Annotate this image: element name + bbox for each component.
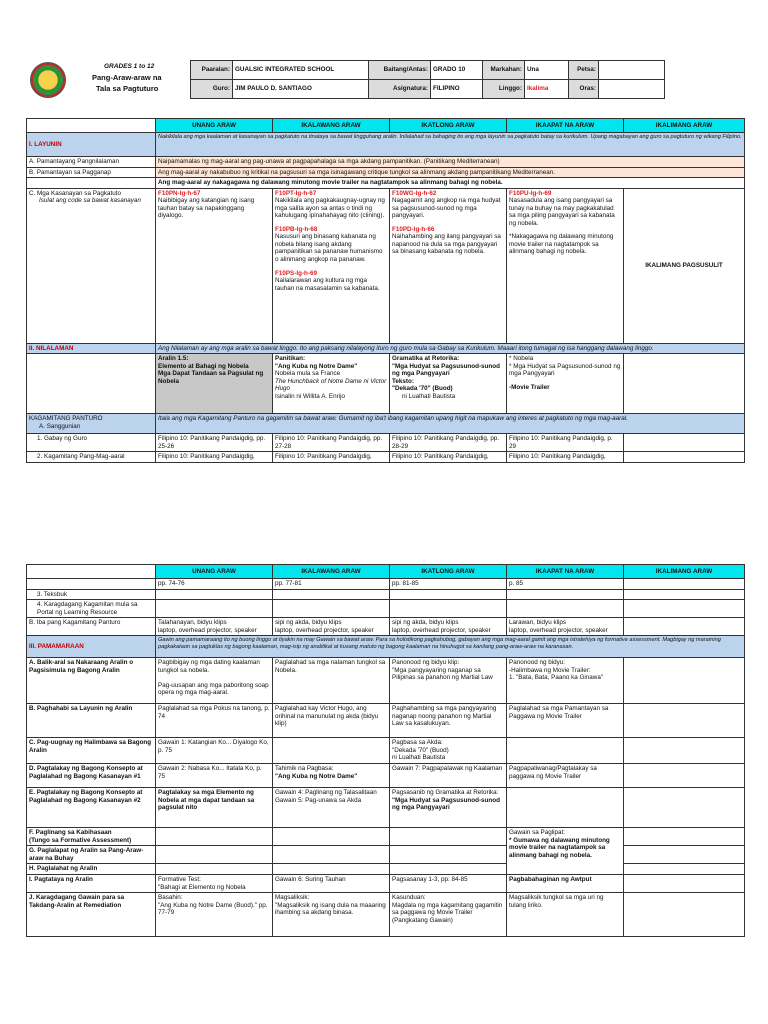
pag-uugnay-day2 bbox=[273, 738, 390, 764]
pamantayan-pagganap-value: Ang mag-aaral ay nakabubuo ng kritikal na pagsusuri sa mga isinagawang critique tungkol sa alinmang akdang pampanitikang Mediterranean. bbox=[156, 167, 745, 178]
pages-day2: pp. 77-81 bbox=[273, 579, 390, 590]
grades-label: GRADES 1 to 12 bbox=[104, 63, 155, 70]
kasanayan-day3-text-b: Naihahambing ang ilang pangyayari sa napanood na dula sa mga pangyayari sa binasang kabanata ng nobela. bbox=[392, 233, 501, 256]
day-header-4: IKAAPAT NA ARAW bbox=[507, 119, 624, 133]
code-day2-b: F10PB-Ig-h-68 bbox=[275, 225, 318, 233]
kagamitan-day1: Talahanayan, bidyu klips laptop, overhead projector, speaker bbox=[156, 618, 273, 636]
pagtataya-day2: Gawain 6: Suring Tauhan bbox=[273, 875, 390, 893]
nilalaman-day2-e: Isinalin ni Willita A. Enrijo bbox=[275, 392, 345, 400]
nilalaman-day2-b: "Ang Kuba ng Notre Dame" bbox=[275, 362, 358, 370]
kasanayan-day1-text: Naibibigay ang katangian ng isang tauhan batay sa napakinggang diyalogo. bbox=[158, 197, 255, 220]
markahan-label: Markahan: bbox=[483, 61, 525, 80]
corner-cell bbox=[27, 119, 156, 133]
paglinang-day2 bbox=[273, 828, 390, 846]
markahan-value: Una bbox=[525, 61, 569, 80]
paghahabi-day3: Paghahambing sa mga pangyayaring naganap noong panahon ng Martial Law sa kasalukuyan. bbox=[390, 704, 507, 738]
gabay-day3: Filipino 10: Panitikang Pandaigdig, pp. 28-29 bbox=[390, 434, 507, 452]
kagamitang-magaaral-label: 2. Kagamitang Pang-Mag-aaral bbox=[27, 452, 156, 463]
paglinang-day4-a: Gawain sa Paglipat: bbox=[509, 829, 566, 837]
kasanayan-day4-text-b: *Nakagagawa ng dalawang minutong movie trailer na nagtatampok sa alinmang bahagi ng nobela. bbox=[509, 233, 614, 256]
gabay-day2: Filipino 10: Panitikang Pandaigdig, pp. 27-28 bbox=[273, 434, 390, 452]
pagtataya-day4: Pagbabahaginan ng Awtput bbox=[507, 875, 624, 893]
lr-day3 bbox=[390, 600, 507, 618]
header-table bbox=[190, 60, 665, 99]
paglalapat-label: G. Paglalapat ng Aralin sa Pang-Araw-araw na Buhay bbox=[27, 846, 156, 864]
kasanayan-label-cell bbox=[27, 188, 156, 343]
lr-day2 bbox=[273, 600, 390, 618]
pages-day1: pp. 74-76 bbox=[156, 579, 273, 590]
day-header-4-p2: IKAAPAT NA ARAW bbox=[507, 565, 624, 579]
lesson-table-page2 bbox=[26, 564, 745, 937]
kasanayan-label: C. Mga Kasanayan sa Pagkatuto bbox=[29, 189, 122, 197]
nilalaman-day4 bbox=[507, 354, 624, 414]
kag-day3: Filipino 10: Panitikang Pandaigdig, bbox=[390, 452, 507, 463]
kagamitan-day2: sipi ng akda, bidyu klips laptop, overhead projector, speaker bbox=[273, 618, 390, 636]
teksbuk-label: 3. Teksbuk bbox=[27, 589, 156, 600]
day-header-5-p2: IKALIMANG ARAW bbox=[624, 565, 745, 579]
nilalaman-day3 bbox=[390, 354, 507, 414]
pagtalakay-1-day2-b: "Ang Kuba ng Notre Dame" bbox=[275, 772, 358, 780]
day-header-2: IKALAWANG ARAW bbox=[273, 119, 390, 133]
paglalapat-day1 bbox=[156, 846, 273, 864]
teksbuk-day2 bbox=[273, 589, 390, 600]
code-day4: F10PU-Ig-h-69 bbox=[509, 189, 552, 197]
paaralan-value: GUALSIC INTEGRATED SCHOOL bbox=[233, 61, 369, 80]
takdang-aralin-label: J. Karagdagang Gawain para sa Takdang-Aralin at Remediation bbox=[27, 893, 156, 937]
gabay-guro-label: 1. Gabay ng Guro bbox=[27, 434, 156, 452]
day-header-5: IKALIMANG ARAW bbox=[624, 119, 745, 133]
pag-uugnay-day5 bbox=[624, 738, 745, 764]
nilalaman-day5 bbox=[624, 354, 745, 414]
pagtataya-day3: Pagsasanay 1-3, pp. 84-85 bbox=[390, 875, 507, 893]
paglinang-day4-b: * Gumawa ng dalawang minutong movie trailer na nagtatampok sa alinmang bahagi ng nobela. bbox=[509, 836, 610, 859]
kag-day5 bbox=[624, 452, 745, 463]
pagtalakay-2-day5 bbox=[624, 788, 745, 828]
corner-cell-2 bbox=[27, 565, 156, 579]
pag-uugnay-day1: Gawain 1: Katangian Ko... Diyalogo Ko, p. 75 bbox=[156, 738, 273, 764]
pagtalakay-2-day1: Pagtalakay sa mga Elemento ng Nobela at mga dapat tandaan sa pagsulat nito bbox=[156, 788, 273, 828]
paghahabi-day2: Paglalahad kay Victor Hugo, ang orihinal na manunulat ng akda (bidyu klip) bbox=[273, 704, 390, 738]
paghahabi-day4: Paglalahad sa mga Pamantayan sa Paggawa ng Movie Trailer bbox=[507, 704, 624, 738]
kasanayan-day2-text-b: Nasusuri ang binasang kabanata ng nobela bilang isang akdang pampanitikan sa pananaw humanismo o alinmang angkop na pananaw. bbox=[275, 233, 383, 264]
balik-aral-day1: Pagbibigay ng mga dating kaalaman tungkol sa nobela. Pag-uusapan ang mga paboritong soap opera ng mga mag-aaral. bbox=[156, 658, 273, 704]
pages-day5 bbox=[624, 579, 745, 590]
paglalahat-day1 bbox=[156, 864, 273, 875]
nilalaman-description: Ang Nilalaman ay ang mga aralin sa bawat linggo. Ito ang paksang nilalayong ituro ng guro mula sa Gabay sa Kurikulum. Maaari itong tumagal ng isa hanggang dalawang linggo. bbox=[156, 343, 745, 354]
nilalaman-day1: Aralin 1.5: Elemento at Bahagi ng Nobela Mga Dapat Tandaan sa Pagsulat ng Nobela bbox=[156, 354, 273, 414]
day-header-3-p2: IKATLONG ARAW bbox=[390, 565, 507, 579]
code-day3-a: F10WG-Ig-h-62 bbox=[392, 189, 437, 197]
balik-aral-day3: Panonood ng bidyu klip: "Mga pangyayaring naganap sa Pilipinas sa panahon ng Martial Law bbox=[390, 658, 507, 704]
pagtalakay-1-day1: Gawain 2: Nabasa Ko... Itatala Ko, p. 75 bbox=[156, 764, 273, 788]
paghahabi-label: B. Paghahabi sa Layunin ng Aralin bbox=[27, 704, 156, 738]
pagtalakay-1-label: D. Pagtalakay ng Bagong Konsepto at Paglalahad ng Bagong Kasanayan #1 bbox=[27, 764, 156, 788]
lesson-table-page1 bbox=[26, 118, 745, 463]
nilalaman-day3-a: Gramatika at Retorika: bbox=[392, 355, 460, 363]
kasanayan-day2 bbox=[273, 188, 390, 343]
paglinang-day4 bbox=[507, 828, 624, 875]
nilalaman-day4-a: * Nobela bbox=[509, 355, 534, 363]
kasanayan-day3 bbox=[390, 188, 507, 343]
day-header-1: UNANG ARAW bbox=[156, 119, 273, 133]
takdang-aralin-day4: Magsaliksik tungkol sa mga uri ng tulang liriko. bbox=[507, 893, 624, 937]
iba-pang-kagamitan-label: B. Iba pang Kagamitang Panturo bbox=[27, 618, 156, 636]
nilalaman-day3-d: "Dekada '70" (Buod) bbox=[392, 385, 453, 393]
kasanayan-day2-text-a: Nakikilala ang pagkakaugnay-ugnay ng mga salita ayon sa antas o tindi ng kahulugang ipinahahayag nito (clining). bbox=[275, 197, 385, 220]
kagamitan-label: KAGAMITANG PANTURO bbox=[29, 415, 103, 423]
section-nilalaman: II. NILALAMAN bbox=[27, 343, 156, 354]
layunin-description: Nakikilala ang mga kaalaman at kasanayan sa pagkatuto na tinataya sa bawat lingguhang aralin. Inilalahad sa bahaging ito ang mga layunin sa pagkatuto batay sa kurikulum. Upang magabayan ang guro sa pagtuturo ng wikang Filipino. bbox=[156, 133, 745, 157]
kagamitan-label-cell bbox=[27, 414, 156, 434]
kag-day2: Filipino 10: Panitikang Pandaigdig, bbox=[273, 452, 390, 463]
kasanayan-spacer bbox=[27, 178, 156, 189]
takdang-aralin-day2: Magsaliksik: "Magsaliksik ng isang dula na maaaring ihambing sa akdang binasa. bbox=[273, 893, 390, 937]
lr-day5 bbox=[624, 600, 745, 618]
pamantayang-pangnilalaman-label: A. Pamantayang Pangnilalaman bbox=[27, 157, 156, 168]
teksbuk-day5 bbox=[624, 589, 745, 600]
kasanayan-day3-text-a: Nagagamit ang angkop na mga hudyat sa pagsusunod-sunod ng mga pangyayari. bbox=[392, 197, 501, 220]
pagtalakay-2-day3 bbox=[390, 788, 507, 828]
baitang-label: Baitang/Antas: bbox=[369, 61, 431, 80]
pagtalakay-2-day2: Gawain 4: Paglinang ng Talasalitaan Gawain 5: Pag-unawa sa Akda bbox=[273, 788, 390, 828]
day-header-2-p2: IKALAWANG ARAW bbox=[273, 565, 390, 579]
paglalahat-day3 bbox=[390, 864, 507, 875]
linggo-value: Ikalima bbox=[525, 80, 569, 99]
pag-uugnay-day3: Pagbasa sa Akda: "Dekada '70" (Buod) ni Lualhati Bautista bbox=[390, 738, 507, 764]
pag-uugnay-day4 bbox=[507, 738, 624, 764]
pages-day3: pp. 81-85 bbox=[390, 579, 507, 590]
pag-uugnay-label: C. Pag-uugnay ng Halimbawa sa Bagong Aralin bbox=[27, 738, 156, 764]
pages-day4: p. 85 bbox=[507, 579, 624, 590]
oras-label: Oras: bbox=[569, 80, 599, 99]
code-day1: F10PN-Ig-h-67 bbox=[158, 189, 201, 197]
kasanayan-day2-text-c: Nailalarawan ang kultura ng mga tauhan na masasalamin sa kabanata. bbox=[275, 277, 380, 292]
paglinang-day5 bbox=[624, 828, 745, 846]
pamamaraan-description: Gawin ang pamamaraang ito ng buong linggo at tiyakin na may Gawain sa bawat araw. Para sa holistikong pagkahubog, gabayan ang mga mag-aaral gamit ang mga istratehiya ng formative assessment. Magbigay ng maraming pagkakataon sa pagtuklas ng bagong kaalaman, mag-isip ng analitikal at kusang matuto ng bagong kaalaman na hinuhugot sa kanilang pang-araw-araw na karanasan. bbox=[156, 636, 745, 658]
teksbuk-day1 bbox=[156, 589, 273, 600]
paglalapat-day3 bbox=[390, 846, 507, 864]
paglalapat-day2 bbox=[273, 846, 390, 864]
kagamitan-day3: sipi ng akda, bidyu klips laptop, overhead projector, speaker bbox=[390, 618, 507, 636]
asignatura-label: Asignatura: bbox=[369, 80, 431, 99]
pages-spacer bbox=[27, 579, 156, 590]
balik-aral-day4: Panonood ng bidyu: -Halimbawa ng Movie Trailer: 1. "Bata, Bata, Paano ka Ginawa" bbox=[507, 658, 624, 704]
balik-aral-day5 bbox=[624, 658, 745, 704]
kasanayan-day4-text-a: Nasasadula ang isang pangyayari sa tunay na buhay na may pagkakatulad sa mga piling pangyayari sa kabanata ng nobela. bbox=[509, 197, 615, 227]
paghahabi-day5 bbox=[624, 704, 745, 738]
kagamitan-day5 bbox=[624, 618, 745, 636]
balik-aral-day2: Paglalahad sa mga nalaman tungkol sa Nobela. bbox=[273, 658, 390, 704]
paaralan-label: Paaralan: bbox=[191, 61, 233, 80]
teksbuk-day4 bbox=[507, 589, 624, 600]
lr-portal-label: 4. Karagdagang Kagamitan mula sa Portal ng Learning Resource bbox=[27, 600, 156, 618]
paglalahat-label: H. Paglalahat ng Aralin bbox=[27, 864, 156, 875]
kasanayan-day1 bbox=[156, 188, 273, 343]
takdang-aralin-day5 bbox=[624, 893, 745, 937]
nilalaman-day3-e: ni Lualhati Bautista bbox=[402, 392, 456, 400]
doc-title-line2: Tala sa Pagtuturo bbox=[96, 84, 159, 93]
oras-value bbox=[599, 80, 665, 99]
pagtalakay-1-day3: Gawain 7: Pagpapalawak ng Kaalaman bbox=[390, 764, 507, 788]
doc-title-line1: Pang-Araw-araw na bbox=[92, 73, 162, 82]
balik-aral-label: A. Balik-aral sa Nakaraang Aralin o Pagsisimula ng Bagong Aralin bbox=[27, 658, 156, 704]
paglinang-day1 bbox=[156, 828, 273, 846]
paglalahat-day2 bbox=[273, 864, 390, 875]
nilalaman-spacer bbox=[27, 354, 156, 414]
pagtataya-label: I. Pagtataya ng Aralin bbox=[27, 875, 156, 893]
nilalaman-day4-b: * Mga Hudyat sa Pagsusunod-sunod ng mga Pangyayari bbox=[509, 362, 621, 378]
day-header-1-p2: UNANG ARAW bbox=[156, 565, 273, 579]
pagtalakay-2-label: E. Pagtalakay ng Bagong Konsepto at Paglalahad ng Bagong Kasanayan #2 bbox=[27, 788, 156, 828]
guro-label: Guro: bbox=[191, 80, 233, 99]
pagtalakay-2-day4 bbox=[507, 788, 624, 828]
kagamitan-description: Itala ang mga Kagamitang Panturo na gagamitin sa bawat araw. Gumamit ng iba't ibang kagamitan upang higit na mapukaw ang interes at pagkatuto ng mga mag-aaral. bbox=[156, 414, 745, 434]
kagamitan-day4: Larawan, bidyu klips laptop, overhead projector, speaker bbox=[507, 618, 624, 636]
pagtalakay-1-day2 bbox=[273, 764, 390, 788]
nilalaman-day2-d: The Hunchback of Notre Dame ni Victor Hugo bbox=[275, 377, 387, 393]
nilalaman-day2 bbox=[273, 354, 390, 414]
guro-value: JIM PAULO D. SANTIAGO bbox=[233, 80, 369, 99]
pagtalakay-1-day2-a: Tahimik na Pagbasa: bbox=[275, 765, 334, 773]
petsa-label: Petsa: bbox=[569, 61, 599, 80]
gabay-day4: Filipino 10: Panitikang Pandaigdig, p. 29 bbox=[507, 434, 624, 452]
pagtalakay-1-day5 bbox=[624, 764, 745, 788]
ikalimang-pagsusulit: IKALIMANG PAGSUSULIT bbox=[624, 188, 745, 343]
kasanayan-day4 bbox=[507, 188, 624, 343]
paglalapat-day5 bbox=[624, 846, 745, 864]
section-layunin: I. LAYUNIN bbox=[27, 133, 156, 157]
paglinang-label: F. Paglinang sa Kabihasaan (Tungo sa Formative Assessment) bbox=[27, 828, 156, 846]
kasanayan-sublabel: Isulat ang code sa bawat kasanayan bbox=[39, 197, 141, 205]
kag-day1: Filipino 10: Panitikang Pandaigdig, bbox=[156, 452, 273, 463]
pamantayan-pagganap-label: B. Pamantayan sa Pagganap bbox=[27, 167, 156, 178]
code-day3-b: F10PD-Ig-h-66 bbox=[392, 225, 435, 233]
pagtataya-day1: Formative Test: "Bahagi at Elemento ng Nobela bbox=[156, 875, 273, 893]
lr-day4 bbox=[507, 600, 624, 618]
kag-day4: Filipino 10: Panitikang Pandaigdig, bbox=[507, 452, 624, 463]
pagtataya-day5 bbox=[624, 875, 745, 893]
gabay-day5 bbox=[624, 434, 745, 452]
paglinang-day3 bbox=[390, 828, 507, 846]
code-day2-a: F10PT-Ig-h-67 bbox=[275, 189, 317, 197]
nilalaman-day2-c: Nobela mula sa France bbox=[275, 370, 341, 378]
day-header-3: IKATLONG ARAW bbox=[390, 119, 507, 133]
baitang-value: GRADO 10 bbox=[431, 61, 483, 80]
section-pamamaraan: III. PAMAMARAAN bbox=[27, 636, 156, 658]
teksbuk-day3 bbox=[390, 589, 507, 600]
takdang-aralin-day3: Kasunduan: Magdala ng mga kagamitang gagamitin sa paggawa ng Movie Trailer (Pangkatang Gawain) bbox=[390, 893, 507, 937]
paghahabi-day1: Paglalahad sa mga Pokus na tanong, p. 74 bbox=[156, 704, 273, 738]
pagtalakay-1-day4: Pagpapaliwanag/Pagtalakay sa paggawa ng Movie Trailer bbox=[507, 764, 624, 788]
asignatura-value: FILIPINO bbox=[431, 80, 483, 99]
nilalaman-day3-c: Teksto: bbox=[392, 377, 414, 385]
nilalaman-day2-a: Panitikan: bbox=[275, 355, 306, 363]
nilalaman-day4-c: -Movie Trailer bbox=[509, 383, 550, 391]
pagtalakay-2-day3-a: Pagsasanib ng Gramatika at Retorika: bbox=[392, 789, 499, 797]
nilalaman-day3-b: "Mga Hudyat sa Pagsusunod-sunod ng mga Pangyayari bbox=[392, 362, 500, 378]
school-logo-icon bbox=[30, 62, 66, 98]
pagtalakay-2-day3-b: "Mga Hudyat sa Pagsusunod-sunod ng mga Pangyayari bbox=[392, 796, 500, 812]
pamantayang-pangnilalaman-value: Naipamamalas ng mag-aaral ang pag-unawa at pagpapahalaga sa mga akdang pampanitikan. (Panitikang Mediterranean) bbox=[156, 157, 745, 168]
sanggunian-label: A. Sanggunian bbox=[39, 422, 81, 430]
petsa-value bbox=[599, 61, 665, 80]
gabay-day1: Filipino 10: Panitikang Pandaigdig, pp. 25-26 bbox=[156, 434, 273, 452]
kasanayan-general: Ang mag-aaral ay nakagagawa ng dalawang minutong movie trailer na nagtatampok sa alinmang bahagi ng nobela. bbox=[156, 178, 745, 189]
linggo-label: Linggo: bbox=[483, 80, 525, 99]
paglalahat-day5 bbox=[624, 864, 745, 875]
takdang-aralin-day1: Basahin: "Ang Kuba ng Notre Dame (Buod)." pp. 77-79 bbox=[156, 893, 273, 937]
lr-day1 bbox=[156, 600, 273, 618]
code-day2-c: F10PS-Ig-h-69 bbox=[275, 269, 317, 277]
